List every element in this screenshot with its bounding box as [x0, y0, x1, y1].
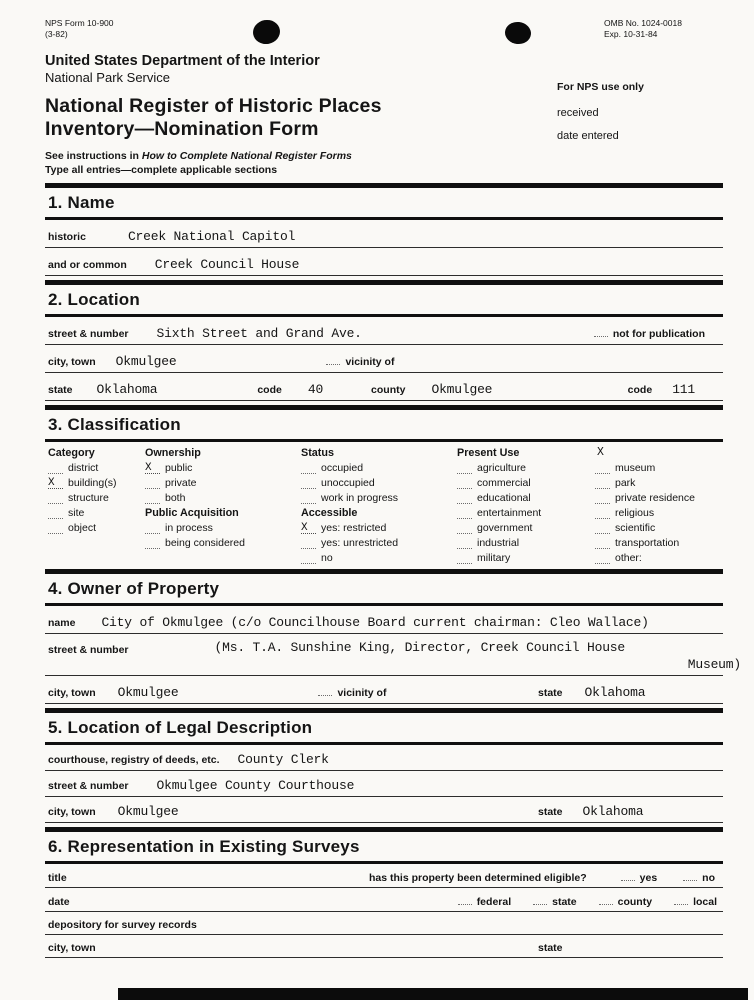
street-field [45, 317, 723, 345]
survey-city-field [45, 935, 723, 958]
department-title: United States Department of the Interior [45, 53, 320, 70]
checkbox-label: in process [165, 522, 213, 535]
category-list [48, 462, 145, 534]
checkbox-item-museum[interactable] [595, 462, 723, 474]
legal-street-value[interactable]: Okmulgee County Courthouse [156, 778, 355, 794]
instructions-line1 [45, 149, 754, 163]
section2-heading: 2. Location [48, 290, 140, 310]
checkbox-item-government[interactable] [457, 522, 595, 534]
depository-label: depository for survey records [48, 919, 197, 932]
checkbox-label: site [68, 507, 85, 520]
vicinity-group [326, 355, 394, 368]
instructions [45, 149, 754, 177]
blank-check-line [595, 477, 610, 489]
county-value[interactable]: Okmulgee [431, 382, 493, 398]
courthouse-field [45, 745, 723, 771]
section4-heading: 4. Owner of Property [48, 579, 220, 599]
checkbox-item-building-s[interactable] [48, 477, 145, 489]
legal-street-label: street & number [48, 780, 129, 793]
checkbox-label: government [477, 522, 533, 535]
section1-heading: 1. Name [48, 193, 115, 213]
owner-vicinity-blank[interactable] [318, 686, 332, 696]
check-mark: X [145, 462, 160, 474]
checkbox-item-both[interactable] [145, 492, 301, 504]
survey-level-group [458, 895, 717, 908]
blank-check-line [301, 477, 316, 489]
checkbox-item-transportation[interactable] [595, 537, 723, 549]
section6-heading: 6. Representation in Existing Surveys [48, 837, 360, 857]
checkbox-label: no [321, 552, 333, 565]
checkbox-label: commercial [477, 477, 531, 490]
owner-street-field [45, 634, 741, 676]
checkbox-item-private-residence[interactable] [595, 492, 723, 504]
omb-number [604, 18, 744, 40]
received-label: received [557, 107, 599, 119]
checkbox-label: private residence [615, 492, 695, 505]
status-list [301, 462, 457, 504]
status-header: Status [301, 447, 334, 460]
legal-state-label: state [538, 806, 563, 819]
present-use-list [457, 462, 595, 564]
checkbox-label: unoccupied [321, 477, 375, 490]
checkbox-label: educational [477, 492, 531, 505]
owner-street-value[interactable] [129, 640, 741, 673]
form-title-line1: National Register of Historic Places [45, 95, 382, 118]
checkbox-item-military[interactable] [457, 552, 595, 564]
eligible-no-blank[interactable] [683, 871, 697, 881]
state-level-label: state [552, 896, 577, 909]
owner-state-group [538, 685, 723, 700]
survey-state-label: state [538, 942, 563, 955]
checkbox-label: agriculture [477, 462, 527, 475]
blank-check-line [457, 522, 472, 534]
blank-check-line [301, 537, 316, 549]
accessible-header: Accessible [301, 507, 358, 520]
owner-street-value-line2: Museum) [687, 657, 741, 673]
owner-city-value[interactable]: Okmulgee [117, 685, 179, 701]
museum-check-mark: X [597, 446, 604, 460]
blank-check-line [595, 492, 610, 504]
checkbox-item-park[interactable] [595, 477, 723, 489]
eligible-yes-label: yes [639, 872, 658, 885]
not-for-publication-group [594, 327, 705, 340]
checkbox-label: being considered [165, 537, 245, 550]
eligible-no-label: no [702, 872, 715, 885]
checkbox-item-other[interactable] [595, 552, 723, 564]
state-value[interactable]: Oklahoma [96, 382, 158, 398]
omb-line1: OMB No. 1024-0018 [604, 18, 682, 28]
instructions-prefix: See instructions in [45, 149, 142, 162]
ownership-header: Ownership [145, 447, 201, 460]
owner-name-label: name [48, 617, 76, 630]
form-number-line2: (3-82) [45, 29, 68, 40]
checkbox-label: occupied [321, 462, 364, 475]
checkbox-label: district [68, 462, 99, 475]
state-label: state [48, 384, 73, 397]
owner-city-label: city, town [48, 687, 96, 700]
checkbox-label: military [477, 552, 511, 565]
checkbox-label: other: [615, 552, 642, 565]
survey-title-label: title [48, 872, 67, 885]
checkbox-item-site[interactable] [48, 507, 145, 519]
county-label: county [371, 384, 406, 397]
agency-title: National Park Service [45, 70, 170, 86]
survey-city-label: city, town [48, 942, 96, 955]
checkbox-label: entertainment [477, 507, 542, 520]
owner-vicinity-group [318, 686, 386, 699]
owner-street-value-line1: (Ms. T.A. Sunshine King, Director, Creek Council House [214, 640, 625, 656]
checkbox-item-structure[interactable] [48, 492, 145, 504]
check-mark: X [48, 477, 63, 489]
city-field [45, 345, 723, 373]
checkbox-item-in-process[interactable] [145, 522, 301, 534]
city-label: city, town [48, 356, 96, 369]
category-column [48, 447, 145, 567]
present-use-header: Present Use [457, 447, 520, 460]
blank-check-line [48, 492, 63, 504]
street-label: street & number [48, 328, 129, 341]
blank-check-line [48, 507, 63, 519]
accessible-list [301, 522, 457, 564]
checkbox-label: object [68, 522, 97, 535]
survey-date-label: date [48, 896, 70, 909]
page-bottom-rule [118, 988, 748, 1000]
common-name-field [45, 248, 723, 276]
form-number-line1: NPS Form 10-900 [45, 18, 114, 28]
ownership-list [145, 462, 301, 504]
checkbox-label: industrial [477, 537, 520, 550]
checkbox-label: yes: restricted [321, 522, 387, 535]
checkbox-item-agriculture[interactable] [457, 462, 595, 474]
blank-check-line [457, 477, 472, 489]
checkbox-label: private [165, 477, 197, 490]
blank-check-line [48, 462, 63, 474]
checkbox-label: museum [615, 462, 656, 475]
survey-title-field [45, 864, 723, 888]
blank-check-line [457, 537, 472, 549]
checkbox-item-private[interactable] [145, 477, 301, 489]
survey-date-field [45, 888, 723, 912]
historic-name-value[interactable]: Creek National Capitol [127, 229, 296, 245]
owner-name-value[interactable]: City of Okmulgee (c/o Councilhouse Board current chairman: Cleo Wallace) [101, 615, 649, 631]
ownership-column [145, 447, 301, 567]
checkbox-label: work in progress [321, 492, 399, 505]
checkbox-item-district[interactable] [48, 462, 145, 474]
checkbox-item-religious[interactable] [595, 507, 723, 519]
checkbox-item-industrial[interactable] [457, 537, 595, 549]
blank-check-line [457, 507, 472, 519]
state-county-field [45, 373, 723, 401]
checkbox-label: building(s) [68, 477, 117, 490]
owner-city-field [45, 676, 723, 704]
checkbox-label: both [165, 492, 186, 505]
blank-check-line [145, 537, 160, 549]
category-header: Category [48, 447, 95, 460]
county-level-blank[interactable] [599, 895, 613, 905]
legal-city-label: city, town [48, 806, 96, 819]
checkbox-item-educational[interactable] [457, 492, 595, 504]
federal-label: federal [476, 896, 512, 909]
nps-use-only-heading: For NPS use only [557, 81, 644, 93]
owner-state-label: state [538, 687, 563, 700]
nps-use-only-box [557, 81, 727, 142]
omb-line2: Exp. 10-31-84 [604, 29, 658, 40]
use-list [595, 462, 723, 564]
checkbox-label: religious [615, 507, 655, 520]
date-entered-label: date entered [557, 130, 619, 142]
checkbox-label: transportation [615, 537, 680, 550]
blank-check-line [301, 492, 316, 504]
state-level-blank[interactable] [533, 895, 547, 905]
section3-heading: 3. Classification [48, 415, 181, 435]
blank-check-line [145, 477, 160, 489]
blank-check-line [595, 537, 610, 549]
eligible-group [369, 871, 715, 884]
use-column [595, 447, 723, 567]
classification-grid [45, 442, 723, 569]
historic-label: historic [48, 231, 86, 244]
legal-state-value[interactable]: Oklahoma [582, 804, 644, 820]
checkbox-item-no[interactable] [301, 552, 457, 564]
checkbox-item-unoccupied[interactable] [301, 477, 457, 489]
legal-city-field [45, 797, 723, 823]
not-for-publication-label: not for publication [612, 328, 705, 341]
courthouse-label: courthouse, registry of deeds, etc. [48, 754, 220, 767]
legal-city-value[interactable]: Okmulgee [117, 804, 179, 820]
legal-street-field [45, 771, 723, 797]
legal-state-group [538, 804, 723, 819]
city-value[interactable]: Okmulgee [115, 354, 177, 370]
local-level-label: local [693, 896, 717, 909]
checkbox-label: public [165, 462, 193, 475]
public-acquisition-list [145, 522, 301, 549]
blank-check-line [457, 492, 472, 504]
checkbox-item-being-considered[interactable] [145, 537, 301, 549]
code2-value[interactable]: 111 [672, 382, 695, 398]
blank-check-line [457, 462, 472, 474]
owner-vicinity-label: vicinity of [337, 687, 387, 700]
present-use-column [457, 447, 595, 567]
section5-heading: 5. Location of Legal Description [48, 718, 313, 738]
checkbox-label: park [615, 477, 636, 490]
checkbox-label: scientific [615, 522, 656, 535]
blank-check-line [48, 522, 63, 534]
public-acquisition-header: Public Acquisition [145, 507, 239, 520]
checkbox-item-public[interactable] [145, 462, 301, 474]
depository-field [45, 912, 723, 935]
checkbox-item-entertainment[interactable] [457, 507, 595, 519]
form-number [45, 18, 114, 40]
owner-street-label: street & number [48, 644, 129, 657]
instructions-book-title: How to Complete National Register Forms [141, 149, 352, 162]
blank-check-line [595, 462, 610, 474]
common-name-value[interactable]: Creek Council House [154, 257, 300, 273]
county-level-label: county [617, 896, 653, 909]
blank-check-line [301, 552, 316, 564]
courthouse-value[interactable]: County Clerk [237, 752, 329, 768]
checkbox-item-commercial[interactable] [457, 477, 595, 489]
checkbox-item-yes-unrestricted[interactable] [301, 537, 457, 549]
code-value[interactable]: 40 [307, 382, 324, 398]
checkbox-item-scientific[interactable] [595, 522, 723, 534]
blank-check-line [145, 492, 160, 504]
vicinity-label: vicinity of [345, 356, 395, 369]
code-label: code [257, 384, 282, 397]
status-column [301, 447, 457, 567]
blank-check-line [301, 462, 316, 474]
federal-blank[interactable] [458, 895, 472, 905]
eligible-question-label: has this property been determined eligible? [369, 872, 587, 885]
vicinity-blank[interactable] [326, 355, 340, 365]
county-code-group [628, 382, 695, 397]
form-id-row [0, 0, 754, 40]
checkbox-item-yes-restricted[interactable] [301, 522, 457, 534]
blank-check-line [595, 522, 610, 534]
form-title-line2: Inventory—Nomination Form [45, 117, 319, 140]
blank-check-line [145, 522, 160, 534]
historic-name-field [45, 220, 723, 248]
not-for-publication-blank[interactable] [594, 327, 608, 337]
blank-check-line [595, 507, 610, 519]
checkbox-item-work-in-progress[interactable] [301, 492, 457, 504]
survey-state-group [538, 942, 723, 954]
blank-check-line [457, 552, 472, 564]
checkbox-label: structure [68, 492, 109, 505]
checkbox-label: yes: unrestricted [321, 537, 399, 550]
owner-state-value[interactable]: Oklahoma [584, 685, 646, 701]
eligible-yes-blank[interactable] [621, 871, 635, 881]
street-value[interactable]: Sixth Street and Grand Ave. [156, 326, 362, 342]
checkbox-item-occupied[interactable] [301, 462, 457, 474]
instructions-line2: Type all entries—complete applicable sections [45, 164, 278, 177]
blank-check-line [595, 552, 610, 564]
owner-name-field [45, 606, 723, 634]
local-level-blank[interactable] [674, 895, 688, 905]
common-name-label: and or common [48, 259, 127, 272]
check-mark: X [301, 522, 316, 534]
code2-label: code [627, 384, 653, 397]
checkbox-item-object[interactable] [48, 522, 145, 534]
